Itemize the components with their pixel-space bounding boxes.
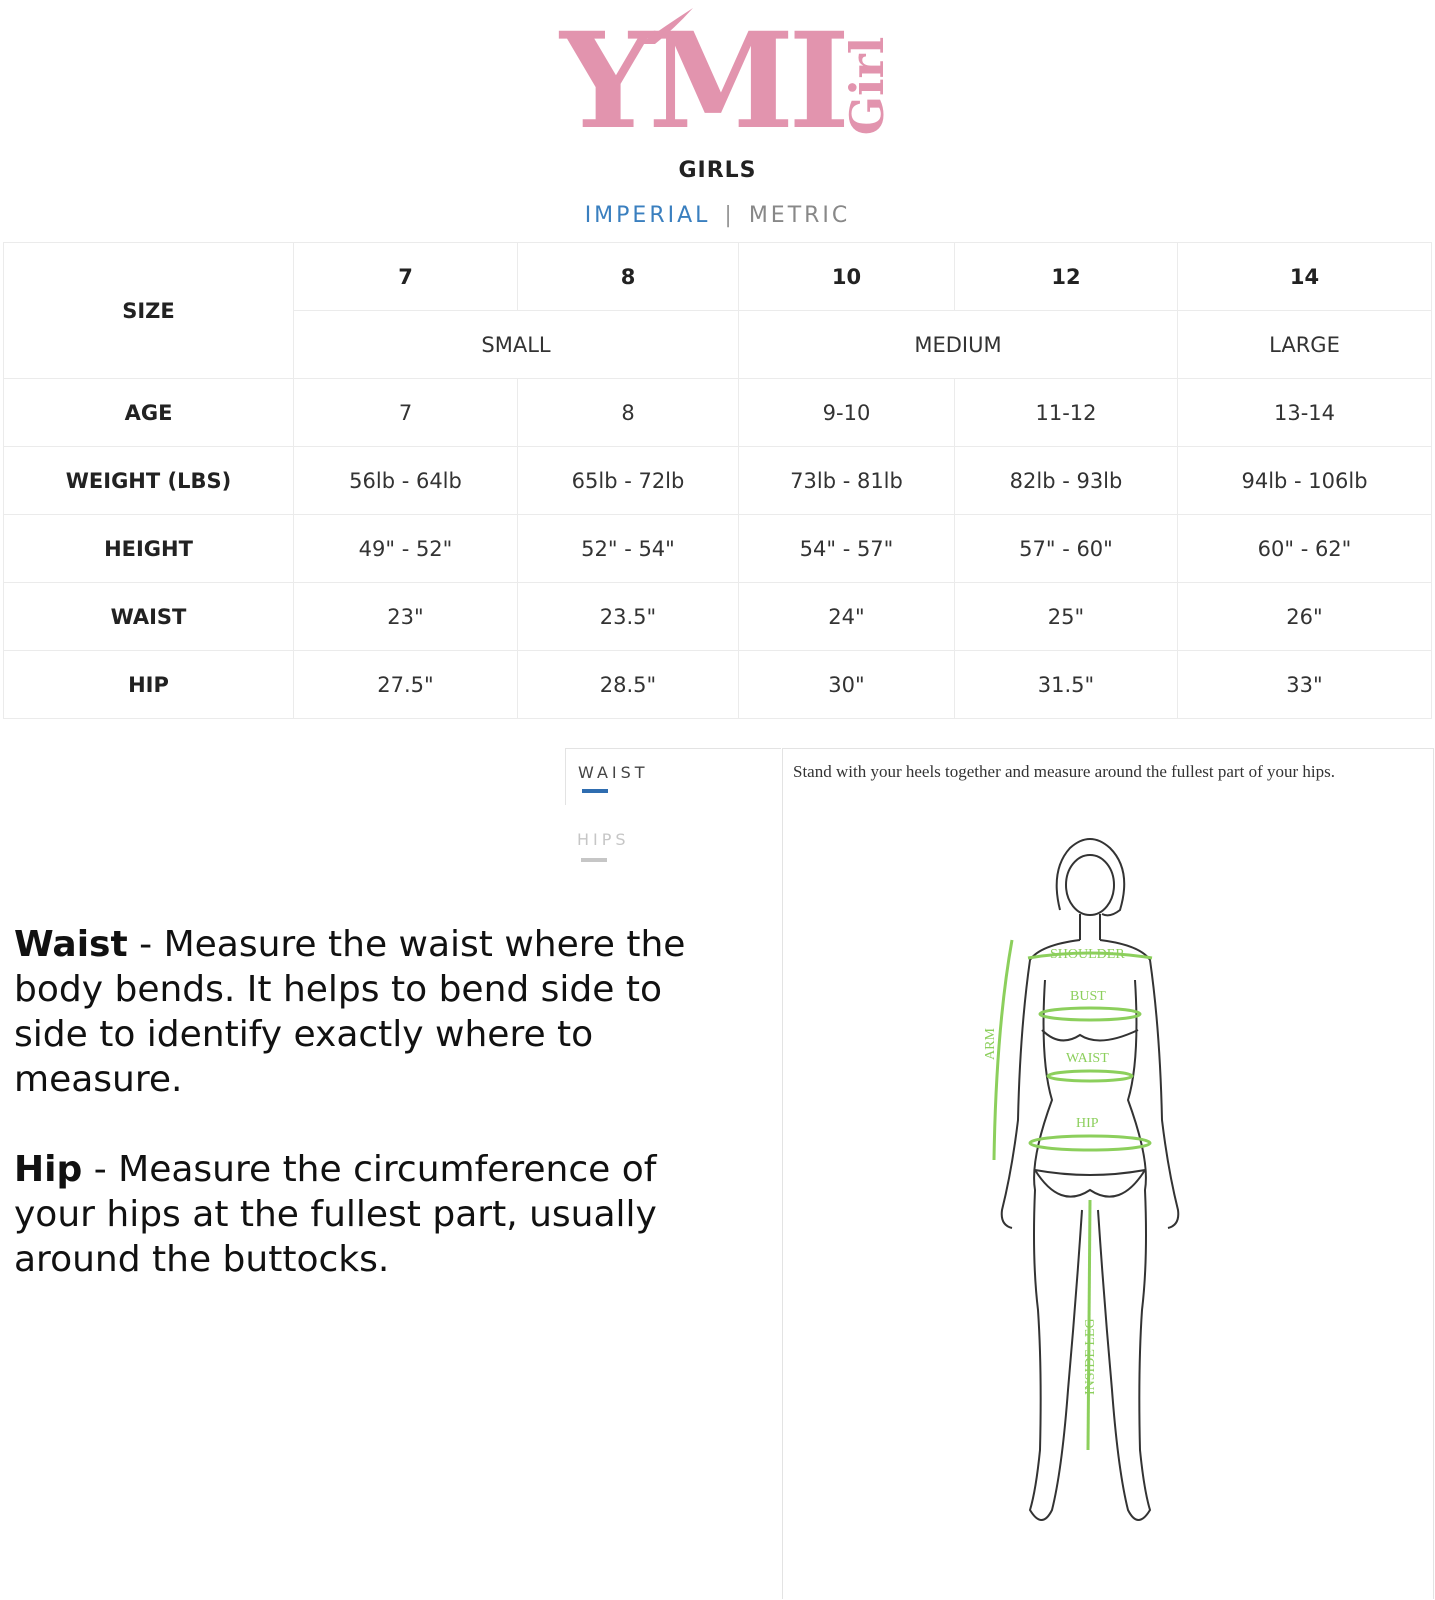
table-cell: 73lb - 81lb: [739, 447, 955, 515]
table-cell: 31.5": [955, 651, 1178, 719]
brand-logo: [560, 4, 894, 159]
measurement-guide: [14, 922, 734, 1327]
table-cell: 49" - 52": [294, 515, 518, 583]
imperial-tab[interactable]: IMPERIAL: [584, 203, 711, 228]
row-header: HEIGHT: [4, 515, 294, 583]
table-cell: 56lb - 64lb: [294, 447, 518, 515]
guide-hip: [14, 1147, 734, 1282]
size-chart-table: [3, 242, 1432, 719]
size-group-large: LARGE: [1178, 311, 1432, 379]
figure-labels: [983, 947, 1125, 1395]
guide-text: - Measure the circumference of your hips at the fullest part, usually around the buttocks.: [14, 1149, 657, 1280]
size-cell: 7: [294, 243, 518, 311]
tab-hips-label: HIPS: [577, 830, 630, 849]
guide-term: Hip: [14, 1149, 83, 1190]
row-header: HIP: [4, 651, 294, 719]
table-cell: 27.5": [294, 651, 518, 719]
table-cell: 23.5": [518, 583, 739, 651]
size-cell: 10: [739, 243, 955, 311]
table-row-waist: [4, 583, 1432, 651]
table-cell: 60" - 62": [1178, 515, 1432, 583]
unit-toggle: [0, 203, 1435, 228]
label-hip: HIP: [1076, 1116, 1099, 1131]
table-row-height: [4, 515, 1432, 583]
measurement-lines: [994, 940, 1152, 1450]
size-cell: 14: [1178, 243, 1432, 311]
table-cell: 28.5": [518, 651, 739, 719]
measurement-instruction: Stand with your heels together and measure around the fullest part of your hips.: [793, 762, 1335, 781]
guide-term: Waist: [14, 924, 128, 965]
table-row-hip: [4, 651, 1432, 719]
bust-line: [1040, 1008, 1140, 1020]
table-cell: 33": [1178, 651, 1432, 719]
guide-waist: [14, 922, 734, 1102]
tab-waist[interactable]: [565, 748, 781, 805]
row-header: WEIGHT (LBS): [4, 447, 294, 515]
logo-subtext: Girl: [840, 36, 894, 136]
table-cell: 65lb - 72lb: [518, 447, 739, 515]
table-row-weight: [4, 447, 1432, 515]
table-cell: 23": [294, 583, 518, 651]
page-title: GIRLS: [678, 158, 757, 183]
metric-tab[interactable]: METRIC: [748, 203, 851, 228]
table-cell: 82lb - 93lb: [955, 447, 1178, 515]
table-cell: 7: [294, 379, 518, 447]
row-header-size: SIZE: [4, 243, 294, 379]
body-measurement-figure: [983, 830, 1210, 1540]
table-cell: 26": [1178, 583, 1432, 651]
size-cell: 8: [518, 243, 739, 311]
table-cell: 54" - 57": [739, 515, 955, 583]
body-outline: [1002, 839, 1179, 1520]
tab-waist-label: WAIST: [578, 763, 649, 782]
label-inside-leg: INSIDE LEG: [1083, 1318, 1098, 1395]
label-arm: ARM: [983, 1028, 998, 1060]
label-bust: BUST: [1070, 989, 1106, 1004]
table-cell: 13-14: [1178, 379, 1432, 447]
table-cell: 24": [739, 583, 955, 651]
size-row: [4, 243, 1432, 311]
table-cell: 94lb - 106lb: [1178, 447, 1432, 515]
table-cell: 25": [955, 583, 1178, 651]
table-cell: 8: [518, 379, 739, 447]
unit-separator: |: [724, 203, 735, 228]
hip-line: [1030, 1136, 1150, 1150]
table-cell: 57" - 60": [955, 515, 1178, 583]
tab-active-indicator: [582, 789, 608, 793]
table-cell: 52" - 54": [518, 515, 739, 583]
tab-inactive-indicator: [581, 858, 607, 862]
waist-line: [1048, 1071, 1132, 1081]
tab-hips[interactable]: [565, 804, 780, 874]
logo-text: YMI: [560, 4, 845, 159]
table-cell: 9-10: [739, 379, 955, 447]
size-group-small: SMALL: [294, 311, 739, 379]
size-group-medium: MEDIUM: [739, 311, 1178, 379]
table-cell: 30": [739, 651, 955, 719]
label-waist: WAIST: [1066, 1051, 1109, 1066]
row-header: WAIST: [4, 583, 294, 651]
table-row-age: [4, 379, 1432, 447]
label-shoulder: SHOULDER: [1050, 947, 1125, 962]
table-cell: 11-12: [955, 379, 1178, 447]
row-header: AGE: [4, 379, 294, 447]
size-cell: 12: [955, 243, 1178, 311]
guide-text: - Measure the waist where the body bends. It helps to bend side to side to identify exactly where to measure.: [14, 924, 686, 1100]
